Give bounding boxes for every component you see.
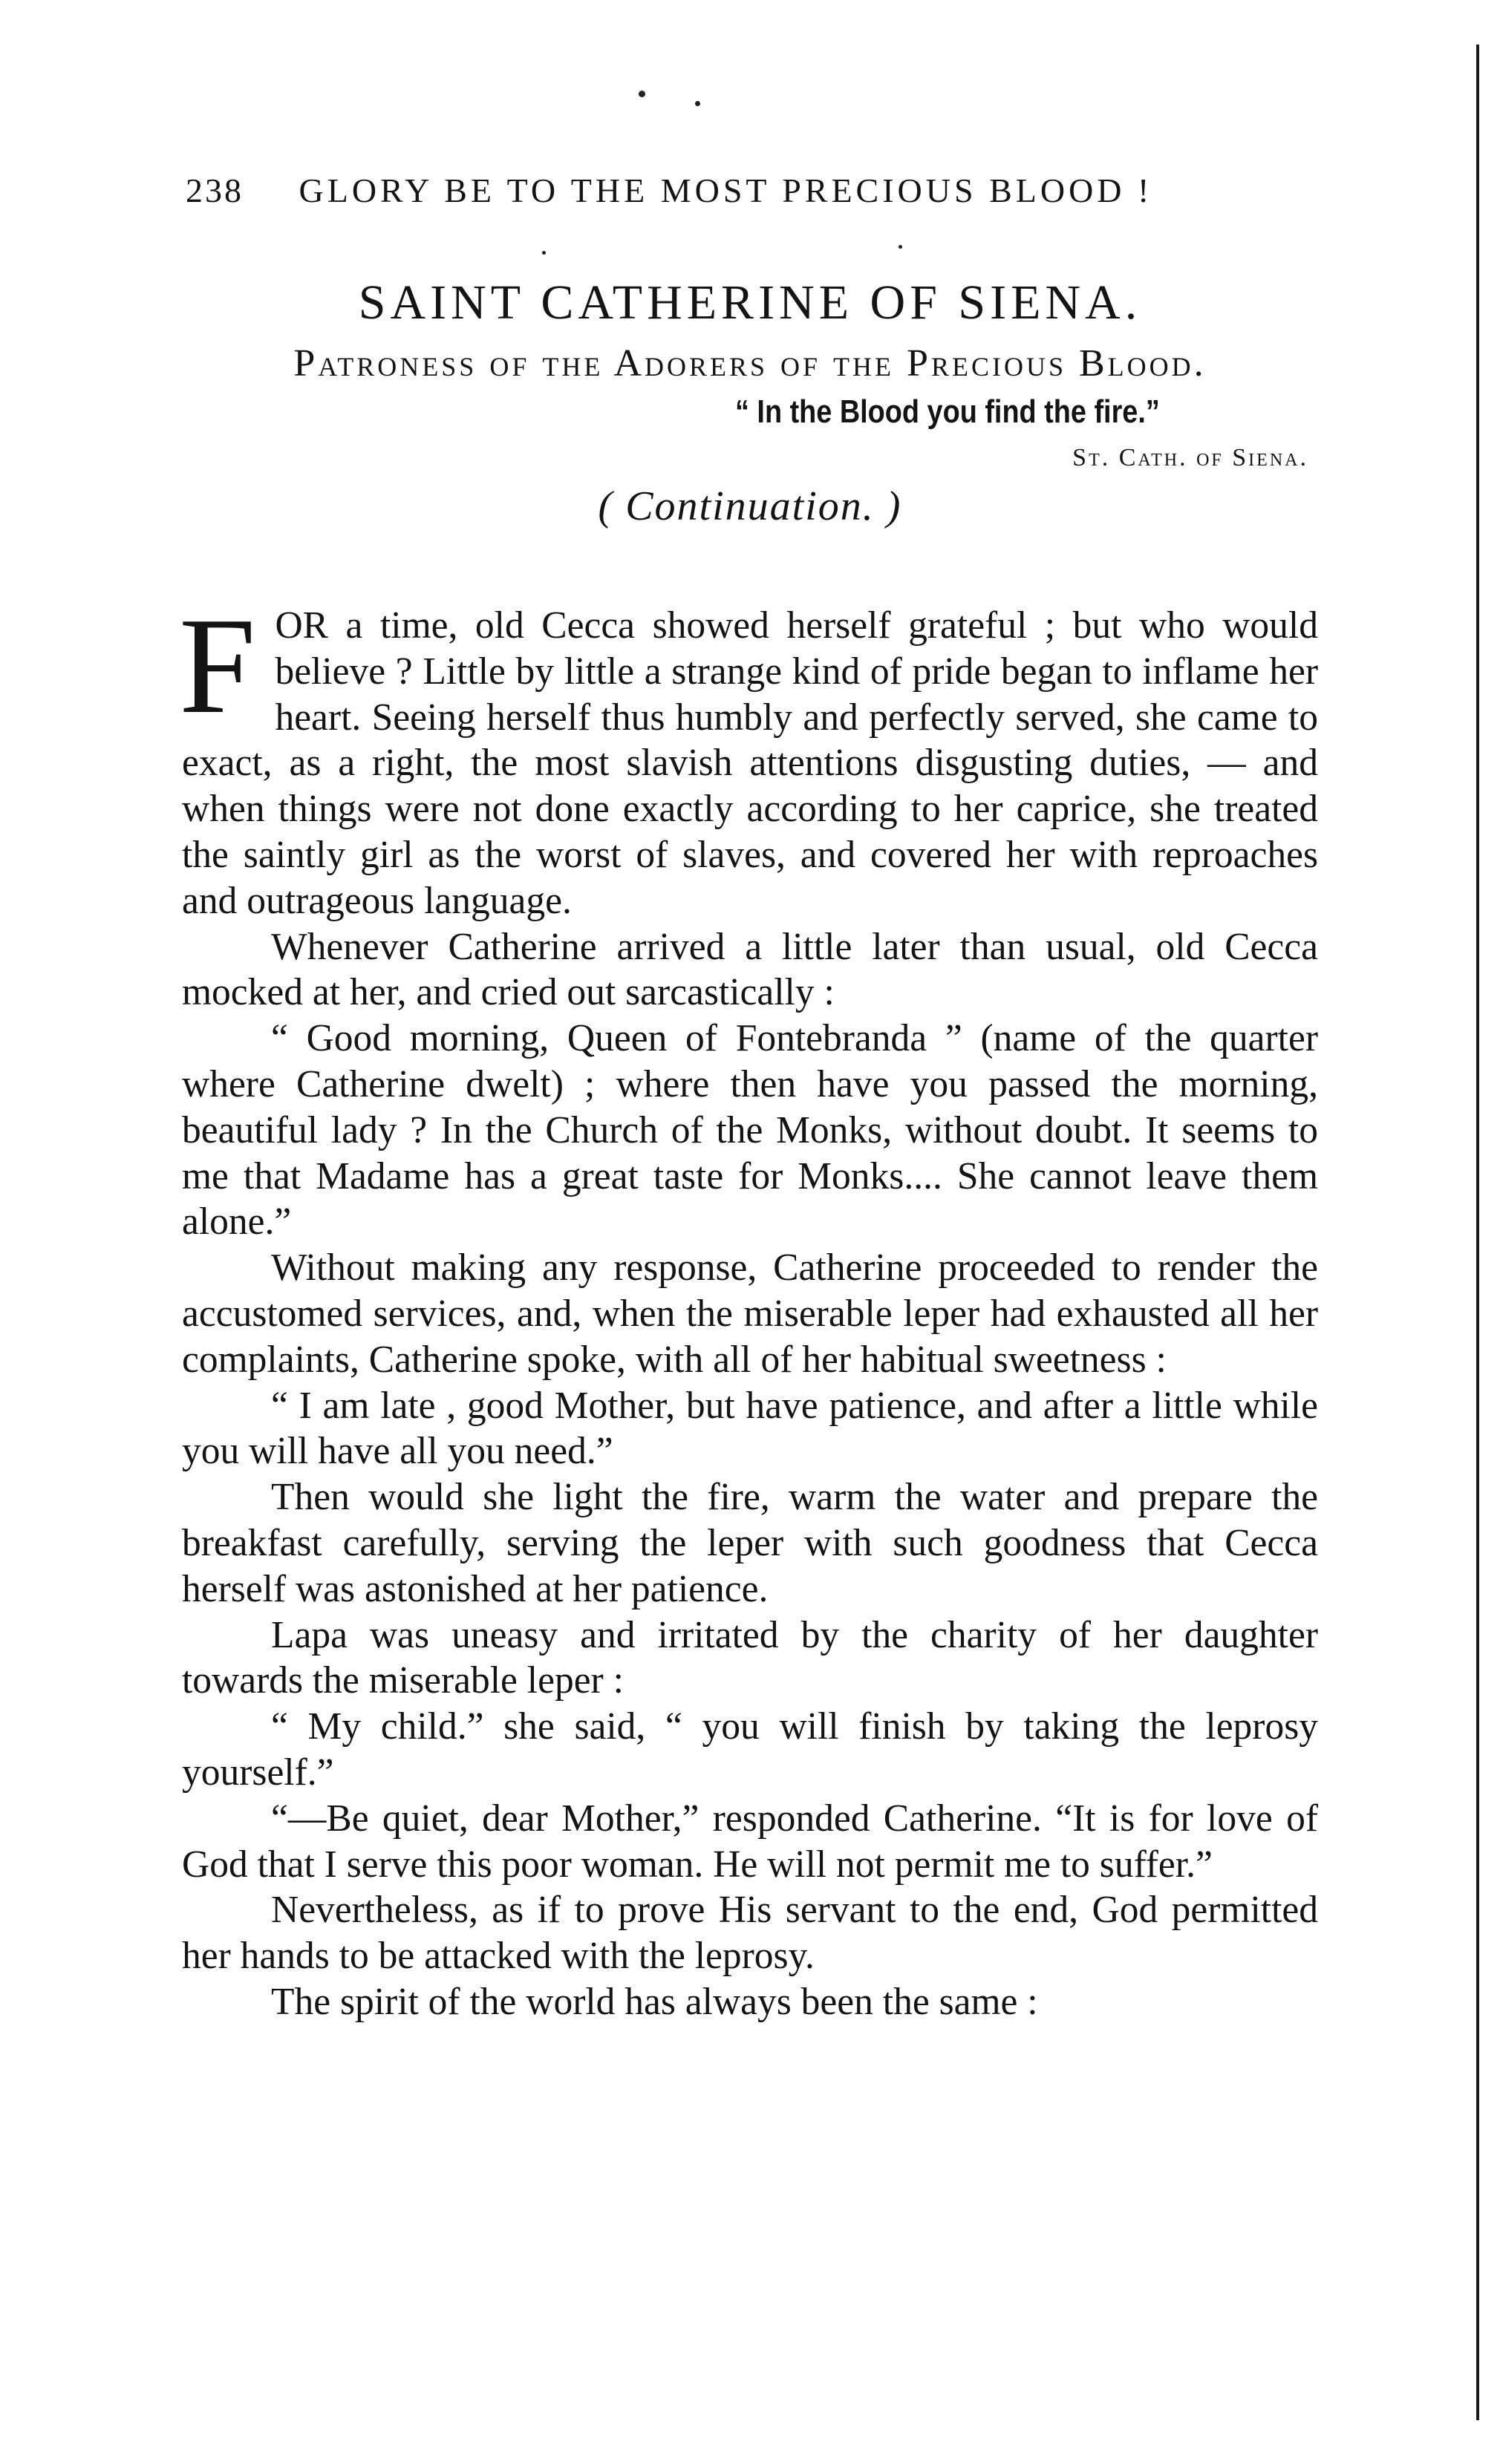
paragraph-text: a time, old Cecca showed herself grateful ; but who would believe ? Little by little a strange kind of pride began to inflame her heart. Seeing herself thus humbly and perfectly served, she came to exact, as a right, the most slavish attentions disgusting duties, — and when things were not done exactly according to her caprice, she treated the saintly girl as the worst of slaves, and covered her with reproaches and outrageous language. — [182, 604, 1318, 922]
epigraph: “ In the Blood you find the fire.” — [735, 393, 1160, 430]
running-head — [186, 171, 1166, 210]
paragraph: “ Good morning, Queen of Fontebranda ” (name of the quarter where Catherine dwelt) ; where then have you passed the morning, beautiful lady ? In the Church of the Monks, without doubt. It seems to me that Madame has a great taste for Monks.... She cannot leave them alone.” — [182, 1017, 1318, 1244]
epigraph-attribution: St. Cath. of Siena. — [1072, 444, 1308, 471]
paragraph-lead: OR — [275, 604, 328, 647]
paragraph: “ My child.” she said, “ you will finish by taking the leprosy yourself.” — [182, 1705, 1318, 1794]
paragraph — [179, 589, 1318, 924]
article-subtitle: Patroness of the Adorers of the Precious Blood. — [293, 342, 1207, 385]
ink-speck — [639, 91, 645, 97]
paragraph: The spirit of the world has always been the same : — [271, 1980, 1038, 2023]
page-edge-shadow — [1476, 45, 1479, 2420]
article-title: SAINT CATHERINE OF SIENA. — [358, 275, 1142, 330]
paragraph: Nevertheless, as if to prove His servant to the end, God permitted her hands to be attacked with the leprosy. — [182, 1889, 1318, 1978]
continuation-note: ( Continuation. ) — [598, 483, 902, 529]
ink-speck — [542, 251, 546, 255]
paragraph: Without making any response, Catherine proceeded to render the accustomed services, and, when the miserable leper had exhausted all her complaints, Catherine spoke, with all of her habitual sweetness : — [182, 1246, 1318, 1381]
drop-cap: F — [179, 589, 256, 742]
page-number: 238 — [186, 171, 244, 209]
ink-speck — [899, 245, 902, 249]
article-body — [179, 589, 1318, 2025]
paragraph: Then would she light the fire, warm the water and prepare the breakfast carefully, serving the leper with such goodness that Cecca herself was astonished at her patience. — [182, 1476, 1318, 1610]
paragraph: “ I am late , good Mother, but have patience, and after a little while you will have all you need.” — [182, 1384, 1318, 1473]
ink-speck — [695, 101, 700, 106]
running-head-title: GLORY BE TO THE MOST PRECIOUS BLOOD ! — [299, 171, 1153, 209]
paragraph: “—Be quiet, dear Mother,” responded Catherine. “It is for love of God that I serve this poor woman. He will not permit me to suffer.” — [182, 1797, 1318, 1886]
paragraph: Lapa was uneasy and irritated by the charity of her daughter towards the miserable leper : — [182, 1613, 1318, 1702]
paragraph: Whenever Catherine arrived a little later than usual, old Cecca mocked at her, and cried out sarcastically : — [182, 925, 1318, 1014]
